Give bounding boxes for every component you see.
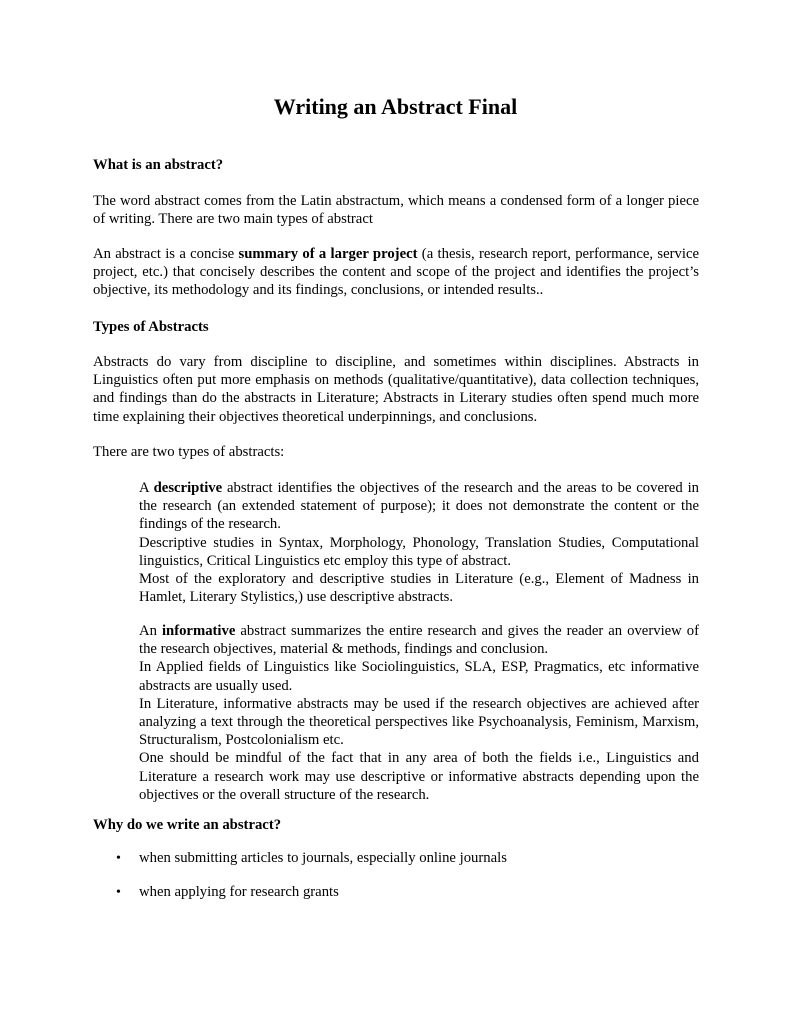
heading-why-abstract: Why do we write an abstract? bbox=[93, 817, 282, 833]
heading-what-is-abstract: What is an abstract? bbox=[93, 157, 224, 173]
definition-bold: summary of a larger project bbox=[238, 246, 418, 262]
informative-term: informative bbox=[161, 623, 236, 639]
descriptive-block bbox=[139, 479, 699, 606]
descriptive-linguistics: Descriptive studies in Syntax, Morphology, Phonology, Translation Studies, Computational linguistics, Critical Linguistics etc employ this type of abstract. bbox=[139, 534, 699, 569]
descriptive-rest: abstract identifies the objectives of the research and the areas to be covered in the research (an extended statement of purpose); it does not demonstrate the content or the findings of the research. bbox=[139, 480, 700, 533]
paragraph-etymology: The word abstract comes from the Latin abstractum, which means a condensed form of a longer piece of writing. There are two main types of abstract bbox=[93, 193, 699, 228]
descriptive-definition bbox=[139, 479, 699, 534]
descriptive-lead: A bbox=[139, 480, 154, 496]
informative-block bbox=[139, 622, 699, 804]
informative-lead: An bbox=[139, 623, 162, 639]
bullet-item-journals: when submitting articles to journals, especially online journals bbox=[139, 850, 507, 866]
paragraph-definition bbox=[93, 245, 699, 300]
informative-mindful: One should be mindful of the fact that in any area of both the fields i.e., Linguistics and Literature a research work may use descriptive or informative abstracts depending upon the objectives or the overall structure of the research. bbox=[139, 750, 699, 803]
bullet-icon: • bbox=[116, 851, 121, 866]
definition-rest: (a thesis, research report, performance, service project, etc.) that concisely describes the content and scope of the project and identifies the project’s objective, its methodology and its findings, conclusions, or intended results.. bbox=[93, 246, 699, 299]
informative-linguistics: In Applied fields of Linguistics like Sociolinguistics, SLA, ESP, Pragmatics, etc informative abstracts are usually used. bbox=[139, 659, 699, 694]
heading-types-of-abstracts: Types of Abstracts bbox=[93, 319, 209, 335]
bullet-icon: • bbox=[116, 885, 121, 900]
paragraph-disciplines: Abstracts do vary from discipline to discipline, and sometimes within disciplines. Abstracts in Linguistics often put more emphasis on methods (qualitative/quantitative), data collection techniques, and findings than do the abstracts in Literature; Abstracts in Literary studies often spend much more time explaining their objectives theoretical underpinnings, and conclusions. bbox=[93, 354, 699, 425]
informative-literature: In Literature, informative abstracts may be used if the research objectives are achieved after analyzing a text through the theoretical perspectives like Psychoanalysis, Feminism, Marxism, Structuralism, Postcolonialism etc. bbox=[139, 695, 699, 749]
bullet-item-grants: when applying for research grants bbox=[139, 884, 339, 900]
document-title: Writing an Abstract Final bbox=[273, 94, 518, 119]
descriptive-literature: Most of the exploratory and descriptive studies in Literature (e.g., Element of Madness in Hamlet, Literary Stylistics,) use descriptive abstracts. bbox=[139, 571, 699, 606]
descriptive-term: descriptive bbox=[153, 480, 223, 496]
informative-rest: abstract summarizes the entire research and gives the reader an overview of the research objectives, material & methods, findings and conclusion. bbox=[139, 623, 700, 658]
informative-definition bbox=[139, 622, 699, 658]
paragraph-two-types: There are two types of abstracts: bbox=[93, 444, 285, 460]
definition-lead: An abstract is a concise bbox=[93, 246, 239, 262]
